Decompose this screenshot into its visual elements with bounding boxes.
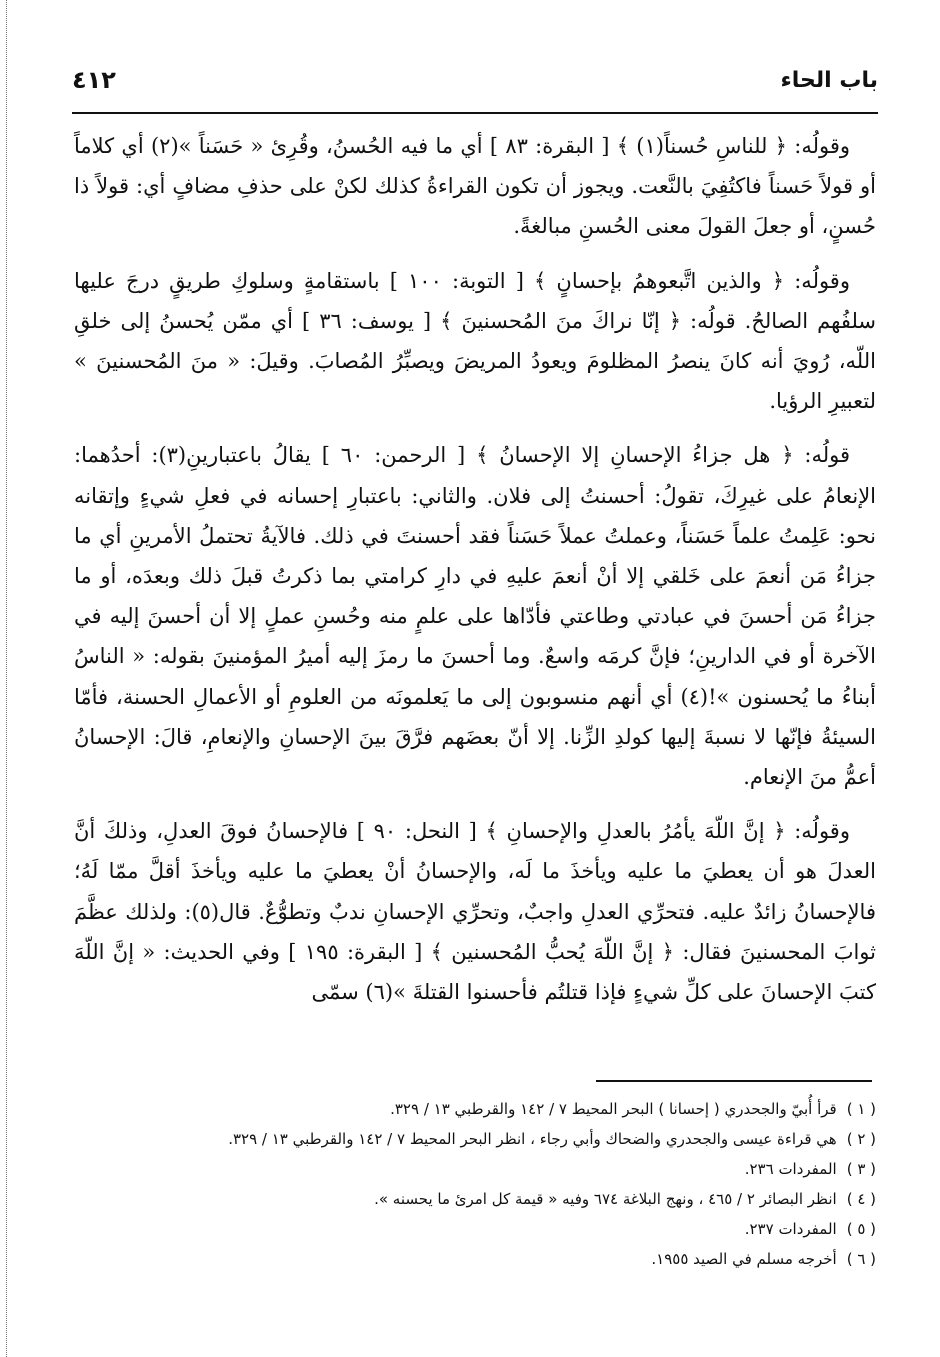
- footnote-text: المفردات ٢٣٦.: [744, 1160, 837, 1178]
- footnote-number: ( ٦ ): [846, 1250, 876, 1268]
- main-text: [74, 126, 876, 1026]
- footnote-number: ( ٥ ): [846, 1220, 876, 1238]
- footnotes: [150, 1094, 876, 1274]
- footnote: [150, 1244, 876, 1274]
- chapter-title: باب الحاء: [780, 67, 878, 93]
- paragraph: قولُه: ﴿ هل جزاءُ الإحسانِ إلا الإحسانُ ﴾ [ الرحمن: ٦٠ ] يقالُ باعتبارينِ(٣): أحدُهما: الإنعامُ على غيرِكَ، تقولُ: أحسنتُ إلى فلان. والثاني: باعتبارِ إحسانه في فعلِ شيءٍ وإتقانه نحو: عَلِمتُ علماً حَسَناً، وعملتُ عملاً حَسَناً فقد أحسنتَ في ذلك. فالآيةُ تحتملُ الأمرينِ أي ما جزاءُ مَن أنعمَ على خَلقي إلا أنْ أنعمَ عليهِ في دارِ كرامتي بما ذكرتُ قبلَ ذلك وبعدَه، أو ما جزاءُ مَن أحسنَ في عبادتي وطاعتي فأدّاها على علمٍ منه وحُسنِ عملٍ إلا أن أحسنَ إليه في الآخرة أو في الدارينِ؛ فإنَّ كرمَه واسعٌ. وما أحسنَ ما رمزَ إليه أميرُ المؤمنينَ بقوله: « الناسُ أبناءُ ما يُحسنون »!(٤) أي أنهم منسوبون إلى ما يَعلمونَه من العلومِ أو الأعمالِ الحسنة، فأمّا السيئةُ فإنّها لا نسبةَ إليها كولدِ الزِّنا. إلا أنّ بعضَهم فرَّقَ بينَ الإحسانِ والإنعامِ، قالَ: الإحسانُ أعمُّ منَ الإنعام.: [74, 443, 876, 790]
- page-number: ٤١٢: [72, 66, 116, 94]
- paragraph: وقولُه: ﴿ والذين اتَّبعوهمُ بإحسانٍ ﴾ [ التوبة: ١٠٠ ] باستقامةٍ وسلوكِ طريقٍ درجَ عليها سلفُهم الصالحُ. قولُه: ﴿ إنّا نراكَ منَ المُحسنينَ ﴾ [ يوسف: ٣٦ ] أي ممّن يُحسنُ إلى خلقِ اللّه، رُويَ أنه كانَ ينصرُ المظلومَ ويعودُ المريضَ ويصبِّرُ المُصابَ. وقيلَ: « منَ المُحسنينَ » لتعبيرِ الرؤيا.: [74, 268, 876, 414]
- footnote-text: انظر البصائر ٢ / ٤٦٥ ، ونهج البلاغة ٦٧٤ وفيه « قيمة كل امرئ ما يحسنه ».: [374, 1190, 837, 1208]
- paragraph: وقولُه: ﴿ إنَّ اللّهَ يأمُرُ بالعدلِ والإحسانِ ﴾ [ النحل: ٩٠ ] فالإحسانُ فوقَ العدلِ، وذلكَ أنَّ العدلَ هو أن يعطيَ ما عليه ويأخذَ ما لَه، والإحسانُ أنْ يعطيَ ما عليه ويأخذَ أقلَّ ممّا لَهُ؛ فالإحسانُ زائدٌ عليه. فتحرِّي العدلِ واجبٌ، وتحرِّي الإحسانِ ندبٌ وتطوُّعٌ. قال(٥): ولذلك عظَّمَ ثوابَ المحسنينَ فقال: ﴿ إنَّ اللّهَ يُحبُّ المُحسنين ﴾ [ البقرة: ١٩٥ ] وفي الحديث: « إنَّ اللّهَ كتبَ الإحسانَ على كلِّ شيءٍ فإذا قتلتُم فأحسنوا القتلةَ »(٦) سمّى: [74, 819, 876, 1005]
- footnote: [150, 1154, 876, 1184]
- footnote: [150, 1184, 876, 1214]
- paragraph: وقولُه: ﴿ للناسِ حُسناً(١) ﴾ [ البقرة: ٨٣ ] أي ما فيه الحُسنُ، وقُرِئ « حَسَناً »(٢) أي كلاماً أو قولاً حَسناً فاكتُفِيَ بالنَّعت. ويجوز أن تكون القراءةُ كذلك لكنْ على حذفِ مضافٍ أي: قولاً ذا حُسنٍ، أو جعلَ القولَ معنى الحُسنِ مبالغةً.: [74, 134, 876, 239]
- footnote-text: قرأ أُبيّ والجحدري ( إحسانا ) البحر المحيط ٧ / ١٤٢ والقرطبي ١٣ / ٣٢٩.: [390, 1100, 837, 1118]
- footnote-text: هي قراءة عيسى والجحدري والضحاك وأبي رجاء ، انظر البحر المحيط ٧ / ١٤٢ والقرطبي ١٣ / ٣٢٩.: [228, 1130, 837, 1148]
- footnote-number: ( ٣ ): [846, 1160, 876, 1178]
- footnote: [150, 1094, 876, 1124]
- footnote-number: ( ١ ): [846, 1100, 876, 1118]
- running-header: [72, 60, 878, 100]
- footnote: [150, 1124, 876, 1154]
- header-rule: [72, 112, 878, 114]
- page-edge: [6, 0, 11, 1357]
- footnote-text: أخرجه مسلم في الصيد ١٩٥٥.: [651, 1250, 837, 1268]
- footnote: [150, 1214, 876, 1244]
- footnote-number: ( ٢ ): [846, 1130, 876, 1148]
- footnote-number: ( ٤ ): [846, 1190, 876, 1208]
- footnote-rule: [596, 1080, 872, 1082]
- footnote-text: المفردات ٢٣٧.: [744, 1220, 837, 1238]
